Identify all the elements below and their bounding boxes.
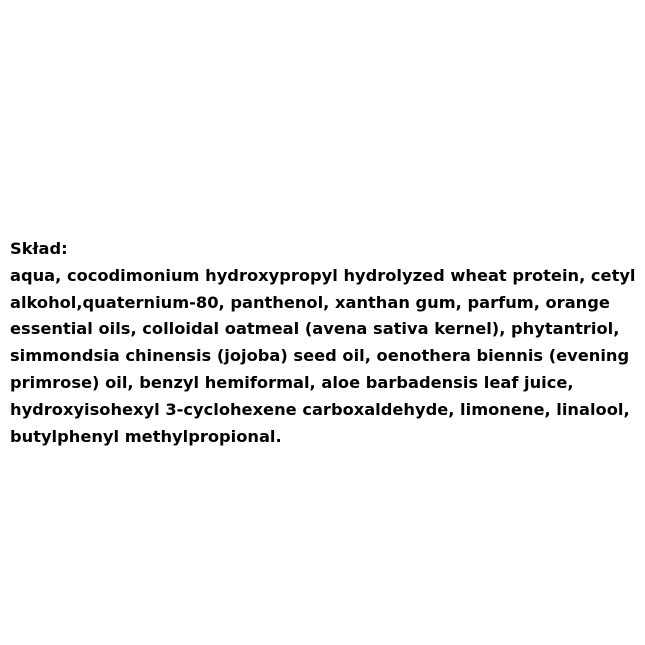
ingredients-line: butylphenyl methylpropional. [10,426,282,446]
ingredients-section [10,236,640,450]
ingredients-line: essential oils, colloidal oatmeal (avena sativa kernel), phytantriol, [10,319,620,339]
ingredients-line: hydroxyisohexyl 3-cyclohexene carboxaldehyde, limonene, linalool, [10,399,630,419]
ingredients-line: primrose) oil, benzyl hemiformal, aloe barbadensis leaf juice, [10,372,574,392]
ingredients-heading: Skład: [10,239,68,258]
ingredients-line: alkohol,quaternium-80, panthenol, xanthan gum, parfum, orange [10,292,610,312]
ingredients-line: simmondsia chinensis (jojoba) seed oil, oenothera biennis (evening [10,346,630,366]
ingredients-line: aqua, cocodimonium hydroxypropyl hydrolyzed wheat protein, cetyl [10,265,636,285]
